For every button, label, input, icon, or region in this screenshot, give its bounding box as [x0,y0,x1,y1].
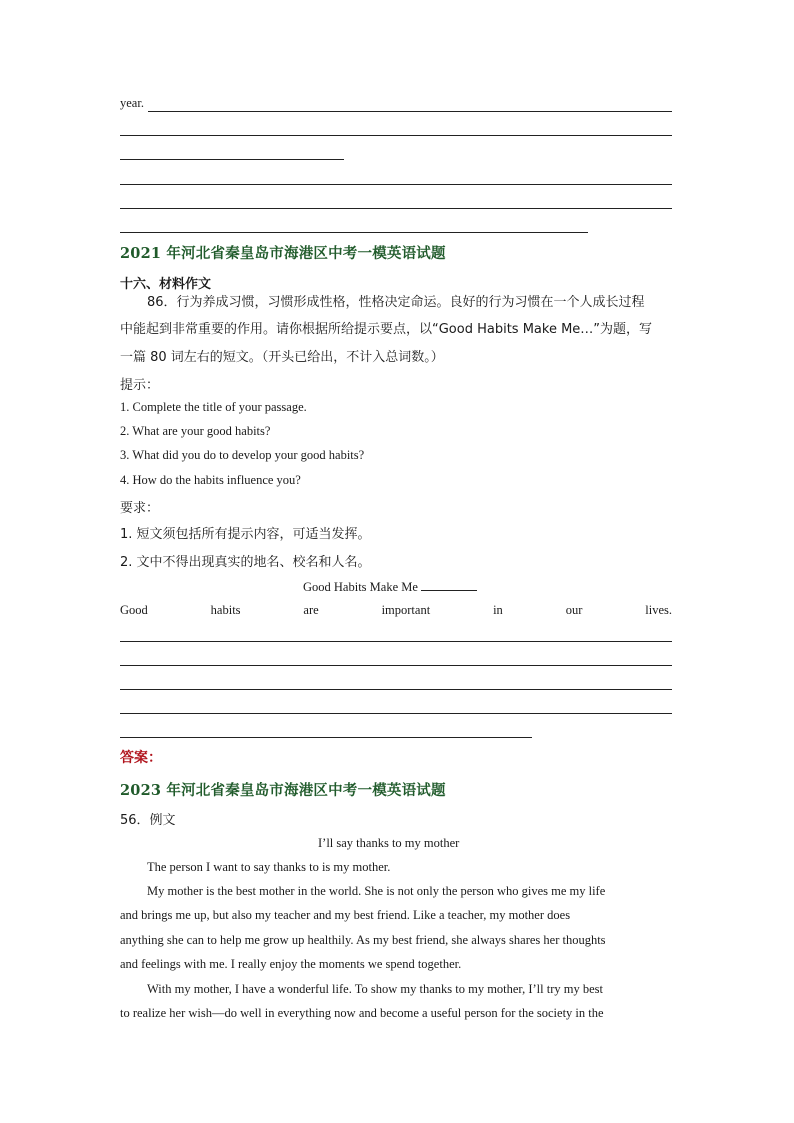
title-blank [421,578,477,591]
item-number: 56．例文 [120,813,176,828]
essay-line: and brings me up, but also my teacher and my best friend. Like a teacher, my mother does [120,908,571,922]
writing-line [148,111,672,112]
writing-line [120,208,672,209]
essay-line: and feelings with me. I really enjoy the moments we spend together. [120,957,462,971]
hint-item: 1. Complete the title of your passage. [120,400,307,414]
hint-item: 3. What did you do to develop your good habits? [120,448,365,462]
writing-line [120,135,672,136]
requirement-item: 2. 文中不得出现真实的地名、校名和人名。 [120,555,371,570]
essay-title-2023: I’ll say thanks to my mother [318,836,460,850]
year-lead-text: year. [120,96,144,110]
essay-line: My mother is the best mother in the world. She is not only the person who gives me my life [147,884,606,898]
opening-sentence [120,603,672,618]
essay-line: With my mother, I have a wonderful life. To show my thanks to my mother, I’ll try my best [147,982,603,996]
exam-2021-title: 2021 年河北省秦皇岛市海港区中考一模英语试题 [120,245,446,262]
requirements-label: 要求： [120,501,160,516]
prompt-line-3: 一篇 80 词左右的短文。（开头已给出，不计入总词数。） [120,350,444,365]
writing-line [120,665,672,666]
hint-item: 2. What are your good habits? [120,424,271,438]
opening-word: in [493,603,503,617]
essay-line: anything she can to help me grow up healthily. As my best friend, she always shares her thoughts [120,933,606,947]
opening-word: habits [210,603,241,617]
writing-line [120,184,672,185]
essay-title-text: Good Habits Make Me [303,580,418,594]
opening-word: important [381,603,431,617]
answer-label: 答案： [120,750,162,766]
hints-label: 提示： [120,378,160,393]
writing-line [120,737,532,738]
opening-word: Good [120,603,148,617]
hint-item: 4. How do the habits influence you? [120,473,301,487]
exam-2023-title: 2023 年河北省秦皇岛市海港区中考一模英语试题 [120,782,446,799]
essay-title-2021 [303,578,477,595]
section-heading: 十六、材料作文 [120,277,212,292]
writing-line [120,713,672,714]
essay-line: to realize her wish—do well in everything now and become a useful person for the society in the [120,1006,604,1020]
essay-line: The person I want to say thanks to is my mother. [147,860,391,874]
prompt-line-2: 中能起到非常重要的作用。请你根据所给提示要点，以“Good Habits Make Me…”为题，写 [120,322,653,337]
opening-word: our [565,603,583,617]
prompt-line-1: 86．行为养成习惯，习惯形成性格，性格决定命运。良好的行为习惯在一个人成长过程 [147,295,645,310]
writing-line [120,232,588,233]
opening-word: are [303,603,319,617]
writing-line [120,159,344,160]
requirement-item: 1. 短文须包括所有提示内容，可适当发挥。 [120,527,371,542]
writing-line [120,641,672,642]
writing-line [120,689,672,690]
opening-word: lives. [645,603,672,617]
